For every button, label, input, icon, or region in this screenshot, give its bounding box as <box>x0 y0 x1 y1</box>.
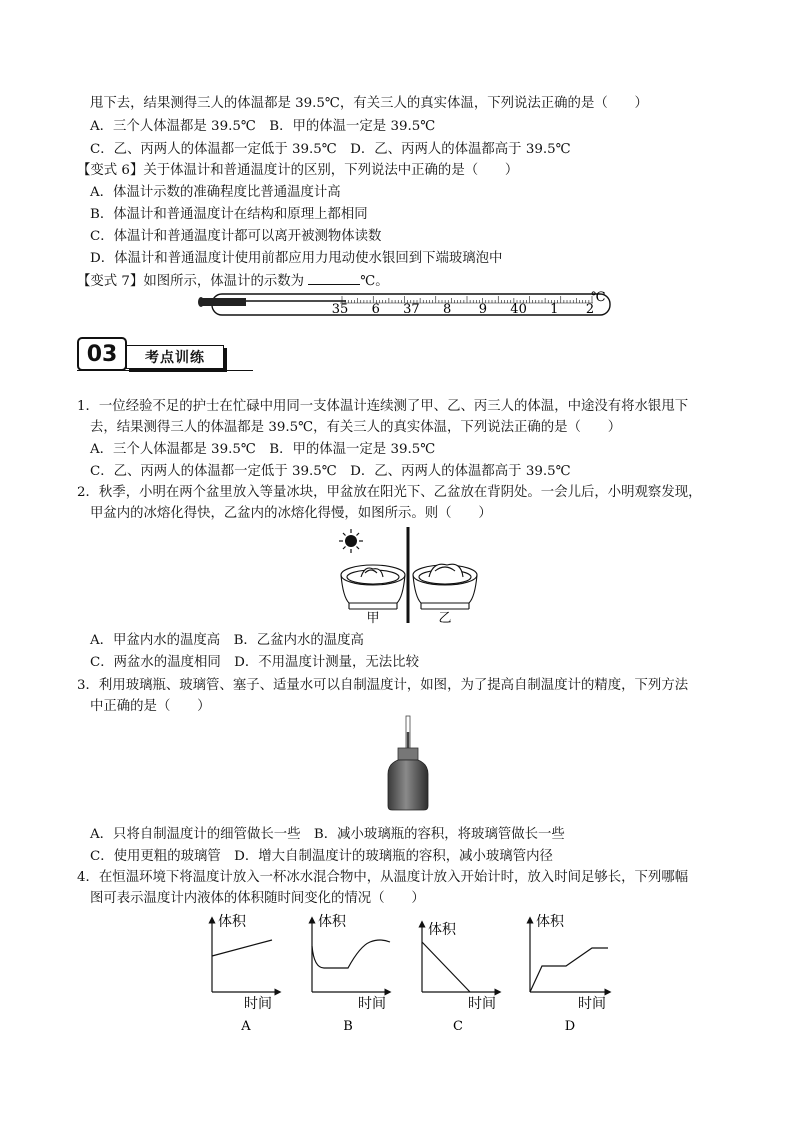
graph-c-xlabel: 时间 <box>468 996 496 1012</box>
q3-stem-2: 中正确的是（ ） <box>90 699 211 714</box>
scale-label-5: 40 <box>510 302 527 317</box>
q3-option-cd: C．使用更粗的玻璃管 D．增大自制温度计的玻璃瓶的容积，减小玻璃管内径 <box>90 849 553 864</box>
sun-icon <box>339 529 363 553</box>
scale-label-3: 8 <box>443 302 452 317</box>
q1-option-cd: C．乙、丙两人的体温都一定低于 39.5℃ D．乙、丙两人的体温都高于 39.5℃ <box>90 464 571 479</box>
scale-label-1: 6 <box>371 302 380 317</box>
q2-stem-2: 甲盆内的冰熔化得快，乙盆内的冰熔化得慢，如图所示。则（ ） <box>90 506 492 521</box>
graph-d-xlabel: 时间 <box>578 996 606 1012</box>
q1-stem-2: 去，结果测得三人的体温都是 39.5℃，有关三人的真实体温，下列说法正确的是（ ） <box>90 420 622 435</box>
variant6-option-c: C．体温计和普通温度计都可以离开被测物体读数 <box>90 229 382 244</box>
variant6-option-d: D．体温计和普通温度计使用前都应用力甩动使水银回到下端玻璃泡中 <box>90 251 503 266</box>
section-rule <box>77 370 253 371</box>
answer-blank[interactable] <box>308 272 360 285</box>
variant7-unit-text: ℃。 <box>360 274 389 289</box>
graph-b-xlabel: 时间 <box>358 996 386 1012</box>
q3-option-ab: A．只将自制温度计的细管做长一些 B．减小玻璃瓶的容积，将玻璃管做长一些 <box>90 827 565 842</box>
graph-d-curve <box>530 948 608 992</box>
q4-stem-2: 图可表示温度计内液体的体积随时间变化的情况（ ） <box>90 891 425 906</box>
prev-option-ab: A．三个人体温都是 39.5℃ B．甲的体温一定是 39.5℃ <box>90 119 436 134</box>
scale-label-7: 2 <box>585 302 595 317</box>
graph-b-option: B <box>343 1019 353 1034</box>
q2-option-ab: A．甲盆内水的温度高 B．乙盆内水的温度高 <box>90 633 364 648</box>
section-number: 03 <box>77 337 127 371</box>
graph-a <box>212 913 278 1034</box>
prev-option-cd: C．乙、丙两人的体温都一定低于 39.5℃ D．乙、丙两人的体温都高于 39.5℃ <box>90 142 571 157</box>
variant7-text: 【变式 7】如图所示，体温计的示数为 <box>77 274 309 289</box>
variant6-option-b: B．体温计和普通温度计在结构和原理上都相同 <box>90 207 368 222</box>
prev-question-line: 甩下去，结果测得三人的体温都是 39.5℃，有关三人的真实体温，下列说法正确的是（ ） <box>90 96 648 111</box>
graph-c <box>422 921 498 1034</box>
graph-d-ylabel: 体积 <box>536 914 564 930</box>
graph-c-curve <box>422 942 470 992</box>
q2-stem-1: 2．秋季，小明在两个盆里放入等量冰块，甲盆放在阳光下、乙盆放在背阴处。一会儿后，小明观察发现， <box>77 485 702 500</box>
volume-time-graphs <box>200 908 620 1036</box>
graph-b <box>312 913 390 1034</box>
label-yi: 乙 <box>438 611 452 626</box>
q4-stem-1: 4．在恒温环境下将温度计放入一杯冰水混合物中，从温度计放入开始计时，放入时间足够长，下列哪幅 <box>77 870 689 885</box>
variant6-option-a: A．体温计示数的准确程度比普通温度计高 <box>90 185 341 200</box>
scale-label-6: 1 <box>550 302 559 317</box>
clinical-thermometer-figure <box>198 290 618 320</box>
variant6-question: 【变式 6】关于体温计和普通温度计的区别，下列说法中正确的是（ ） <box>77 163 519 178</box>
section-title: 考点训练 <box>126 345 224 369</box>
graph-a-ylabel: 体积 <box>218 914 246 930</box>
graph-d <box>530 913 608 1034</box>
graph-c-ylabel: 体积 <box>428 922 456 938</box>
scale-label-2: 37 <box>403 302 420 317</box>
q3-stem-1: 3．利用玻璃瓶、玻璃管、塞子、适量水可以自制温度计，如图，为了提高自制温度计的精度，下列方法 <box>77 678 689 693</box>
scale-label-4: 9 <box>478 302 487 317</box>
graph-c-option: C <box>453 1019 463 1034</box>
graph-b-ylabel: 体积 <box>318 914 346 930</box>
graph-d-option: D <box>564 1019 576 1034</box>
ice-basins-figure <box>335 527 483 627</box>
graph-a-curve <box>212 940 272 956</box>
homemade-thermometer-figure <box>382 714 434 814</box>
q1-stem-1: 1．一位经验不足的护士在忙碌中用同一支体温计连续测了甲、乙、丙三人的体温，中途没有将水银甩下 <box>77 399 689 414</box>
graph-a-option: A <box>241 1019 251 1034</box>
thermometer-unit: ℃ <box>591 290 606 305</box>
label-jia: 甲 <box>366 611 380 626</box>
graph-a-xlabel: 时间 <box>244 996 272 1012</box>
q2-option-cd: C．两盆水的温度相同 D．不用温度计测量，无法比较 <box>90 655 419 670</box>
basin-jia <box>341 565 405 609</box>
graph-b-curve <box>312 940 390 968</box>
variant7-question <box>77 272 389 291</box>
q1-option-ab: A．三个人体温都是 39.5℃ B．甲的体温一定是 39.5℃ <box>90 442 436 457</box>
basin-yi <box>413 564 477 609</box>
scale-label-0: 35 <box>331 302 349 317</box>
